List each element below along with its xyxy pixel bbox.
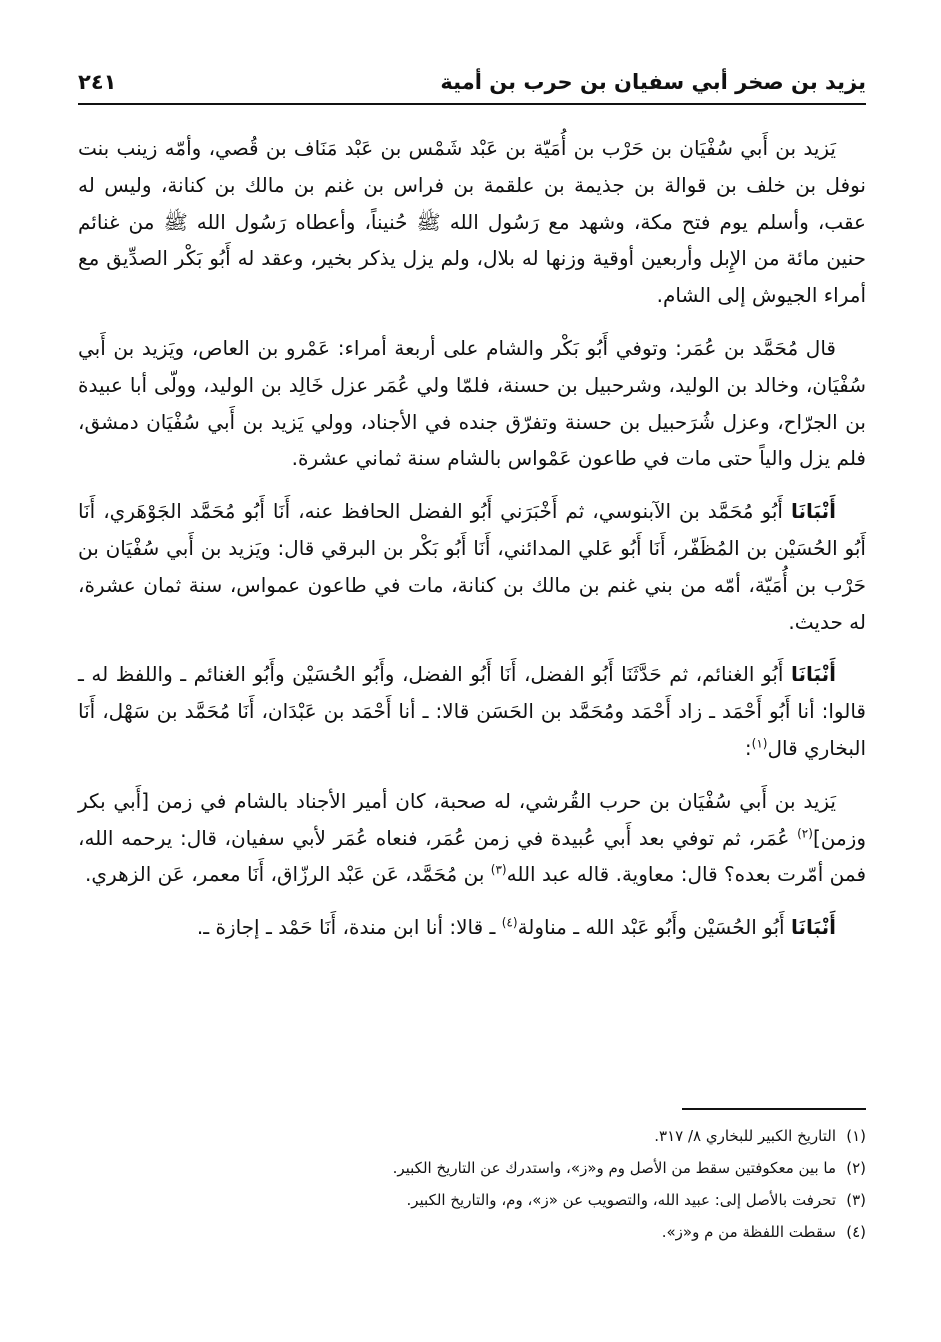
paragraph-3 — [78, 493, 866, 640]
footnote-number: (٢) — [846, 1159, 866, 1177]
footnote-3 — [78, 1184, 866, 1216]
footnote-rule — [682, 1108, 866, 1110]
paragraph-1 — [78, 130, 866, 314]
footnote-ref-1[interactable]: (١) — [751, 736, 768, 751]
footnote-number: (٣) — [846, 1191, 866, 1209]
main-text — [78, 130, 866, 946]
footnote-text: ما بين معكوفتين سقط من الأصل وم و«ز»، واستدرك عن التاريخ الكبير. — [392, 1159, 836, 1177]
paragraph-tail: بن مُحَمَّد، عَن عَبْد الرزّاق، أَنَا معمر، عَن الزهري. — [85, 862, 491, 887]
footnote-ref-2[interactable]: (٢) — [797, 825, 813, 840]
paragraph-tail: : — [744, 735, 752, 760]
footnote-4 — [78, 1216, 866, 1248]
footnote-text: تحرفت بالأصل إلى: عبيد الله، والتصويب عن «ز»، وم، والتاريخ الكبير. — [406, 1191, 836, 1209]
paragraph-lead: أَنْبَانَا — [790, 499, 836, 524]
footnote-number: (١) — [846, 1127, 866, 1145]
footnote-number: (٤) — [846, 1223, 866, 1241]
footnote-ref-4[interactable]: (٤) — [501, 915, 518, 930]
paragraph-text: يَزيد بن أَبي سُفْيَان بن حرب القُرشي، له صحبة، كان أمير الأجناد بالشام في زمن [أَبي بكر وزمن] — [78, 788, 866, 850]
paragraph-text: يَزيد بن أَبي سُفْيَان بن حَرْب بن أُمَيّة بن عَبْد شَمْس بن عَبْد مَنَاف بن قُصي، وأمّه زينب بنت نوفل بن خلف بن قوالة بن جذيمة بن علقمة بن فراس بن غنم بن مالك بن كنانة، وليس له عقب، وأسلم يوم فتح مكة، وشهد مع رَسُول الله ﷺ حُنيناً، وأعطاه رَسُول الله ﷺ من غنائم حنين مائة من الإِبل وأربعين أوقية وزنها له بلال، ولم يزل يذكر بخير، وعقد له أَبُو بَكْر الصدِّيق مع أمراء الجيوش إلى الشام. — [78, 136, 866, 308]
footnote-2 — [78, 1152, 866, 1184]
header-rule — [78, 103, 866, 105]
footnote-ref-3[interactable]: (٣) — [490, 862, 507, 877]
paragraph-lead: أَنْبَانَا — [790, 662, 836, 687]
footnote-text: التاريخ الكبير للبخاري ٨/ ٣١٧. — [654, 1127, 836, 1145]
paragraph-5 — [78, 783, 866, 893]
footnotes — [78, 1120, 866, 1248]
footnote-text: سقطت اللفظة من م و«ز». — [661, 1223, 836, 1241]
footnote-1 — [78, 1120, 866, 1152]
paragraph-2 — [78, 330, 866, 477]
paragraph-6 — [78, 909, 866, 946]
running-title: يزيد بن صخر أبي سفيان بن حرب بن أمية — [440, 70, 866, 94]
paragraph-tail: عُمَر، ثم توفي بعد أَبي عُبيدة في زمن عُمَر، فنعاه عُمَر لأبي سفيان، قال: يرحمه الله، فمن أمّرت بعده؟ قال: معاوية. قاله عبد الله — [78, 825, 866, 887]
page-number: ٢٤١ — [78, 70, 117, 94]
paragraph-text: أَبُو الغنائم، ثم حَدَّثَنَا أَبُو الفضل، أَنَا أَبُو الفضل، وأَبُو الحُسَيْن وأَبُو الغنائم ـ واللفظ له ـ قالوا: أنا أَبُو أَحْمَد ـ زاد أَحْمَد ومُحَمَّد بن الحَسَن قالا: ـ أنا أَحْمَد بن عَبْدَان، أَنَا مُحَمَّد بن سَهْل، أَنَا البخاري قال — [78, 662, 866, 760]
paragraph-text: أَبُو الحُسَيْن وأَبُو عَبْد الله ـ مناولة — [517, 915, 791, 940]
paragraph-text: قال مُحَمَّد بن عُمَر: وتوفي أَبُو بَكْر والشام على أربعة أمراء: عَمْرو بن العاص، ويَزيد بن أَبي سُفْيَان، وخالد بن الوليد، وشرحبيل بن حسنة، فلمّا ولي عُمَر عزل خَالِد بن الوليد، وولّى أبا عبيدة بن الجرّاح، وعزل شُرَحبيل بن حسنة وتفرّق جنده في الأجناد، وولي يَزيد بن أَبي سُفْيَان دمشق، فلم يزل والياً حتى مات في طاعون عَمْواس بالشام سنة ثماني عشرة. — [78, 335, 866, 471]
page-header — [78, 62, 866, 102]
paragraph-text: أَبُو مُحَمَّد بن الآبنوسي، ثم أَخْبَرَني أَبُو الفضل الحافظ عنه، أَنَا أَبُو مُحَمَّد الجَوْهَري، أَنَا أَبُو الحُسَيْن بن المُظَفّر، أَنَا أَبُو عَلي المدائني، أَنَا أَبُو بَكْر بن البرقي قال: ويَزيد بن أَبي سُفْيَان بن حَرْب بن أُمَيّة، أمّه من بني غنم بن مالك بن كنانة، مات في طاعون عمواس، سنة ثمان عشرة، له حديث. — [78, 499, 866, 634]
paragraph-4 — [78, 656, 866, 766]
paragraph-lead: أَنْبَانَا — [790, 915, 836, 940]
paragraph-tail: ـ قالا: أنا ابن مندة، أَنَا حَمْد ـ إجازة ـ. — [196, 915, 502, 940]
